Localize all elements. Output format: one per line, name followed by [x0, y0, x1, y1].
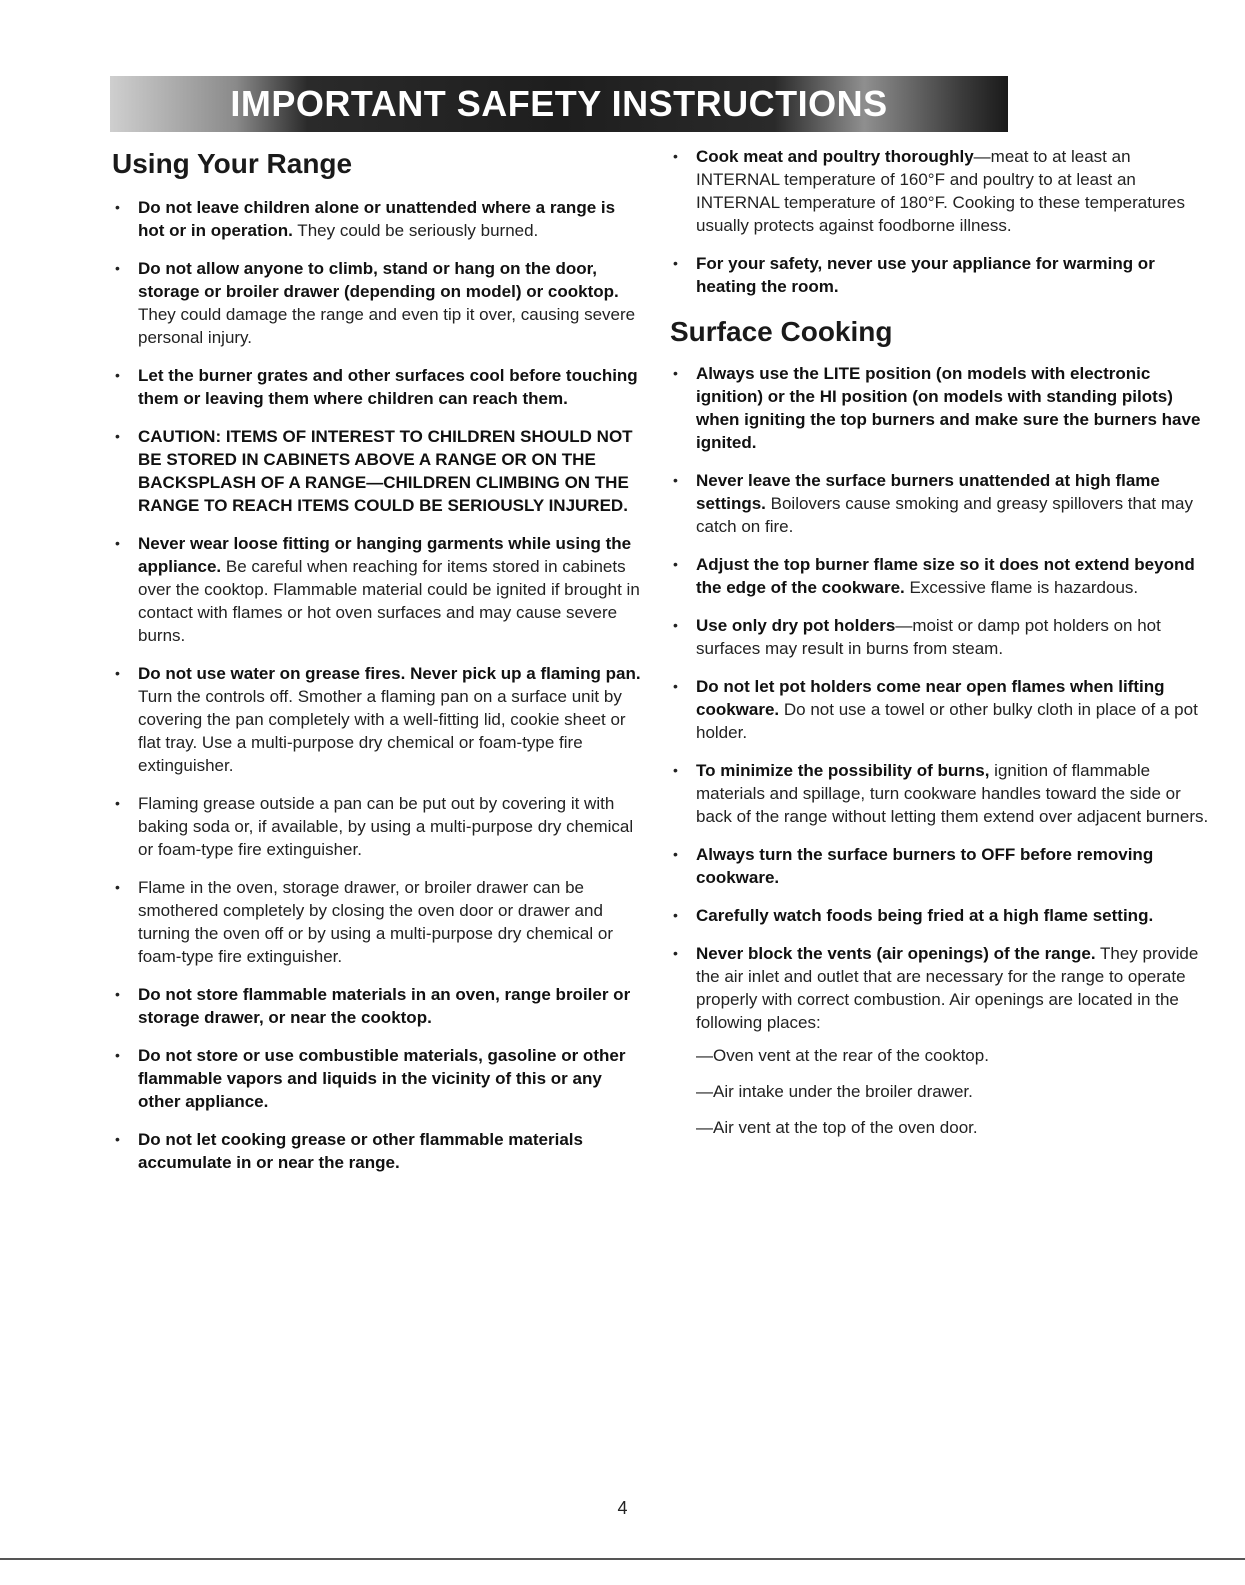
list-item: • Flaming grease outside a pan can be put out by covering it with baking soda or, if available, by using a multi-purpose dry chemical or foam-type fire extinguisher.: [112, 792, 642, 861]
vent-location-item: —Air intake under the broiler drawer.: [696, 1082, 973, 1101]
list-item: • Use only dry pot holders—moist or damp pot holders on hot surfaces may result in burns from steam.: [670, 614, 1210, 660]
safety-banner: [110, 76, 1008, 132]
page-number: 4: [617, 1498, 628, 1518]
right-column: [670, 145, 1210, 1152]
using-range-list: [112, 196, 642, 1174]
list-item: • Always use the LITE position (on models with electronic ignition) or the HI position (on models with standing pilots) when igniting the top burners and make sure the burners have ignited.: [670, 362, 1210, 454]
vent-location-item: —Oven vent at the rear of the cooktop.: [696, 1046, 989, 1065]
left-column: [112, 148, 642, 1189]
list-item: • Do not let pot holders come near open flames when lifting cookware. Do not use a towel or other bulky cloth in place of a pot holder.: [670, 675, 1210, 744]
list-item: • Never block the vents (air openings) of the range. They provide the air inlet and outlet that are necessary for the range to operate properly with correct combustion. Air openings are located in the following places:: [670, 942, 1210, 1034]
list-item: • Do not leave children alone or unattended where a range is hot or in operation. They could be seriously burned.: [112, 196, 642, 242]
list-item: • For your safety, never use your appliance for warming or heating the room.: [670, 252, 1210, 298]
list-item: • Do not store or use combustible materials, gasoline or other flammable vapors and liquids in the vicinity of this or any other appliance.: [112, 1044, 642, 1113]
vent-location-item: —Air vent at the top of the oven door.: [696, 1118, 978, 1137]
surface-cooking-list: [670, 362, 1210, 1034]
banner-title: IMPORTANT SAFETY INSTRUCTIONS: [230, 83, 888, 124]
list-item: • Flame in the oven, storage drawer, or broiler drawer can be smothered completely by closing the oven door or drawer and turning the oven off or by using a multi-purpose dry chemical or foam-type fire extinguisher.: [112, 876, 642, 968]
list-item: • Cook meat and poultry thoroughly—meat to at least an INTERNAL temperature of 160°F and poultry to at least an INTERNAL temperature of 180°F. Cooking to these temperatures usually protects against foodborne illness.: [670, 145, 1210, 237]
list-item: • Always turn the surface burners to OFF before removing cookware.: [670, 843, 1210, 889]
list-item: • CAUTION: ITEMS OF INTEREST TO CHILDREN SHOULD NOT BE STORED IN CABINETS ABOVE A RANGE OR ON THE BACKSPLASH OF A RANGE—CHILDREN CLIMBING ON THE RANGE TO REACH ITEMS COULD BE SERIOUSLY INJURED.: [112, 425, 642, 517]
list-item: • Never leave the surface burners unattended at high flame settings. Boilovers cause smoking and greasy spillovers that may catch on fire.: [670, 469, 1210, 538]
list-item: • Carefully watch foods being fried at a high flame setting.: [670, 904, 1210, 927]
meat-safety-list: [670, 145, 1210, 298]
list-item: • Let the burner grates and other surfaces cool before touching them or leaving them where children can reach them.: [112, 364, 642, 410]
list-item: • Never wear loose fitting or hanging garments while using the appliance. Be careful when reaching for items stored in cabinets over the cooktop. Flammable material could be ignited if brought in contact with flames or hot oven surfaces and may cause severe burns.: [112, 532, 642, 647]
list-item: • To minimize the possibility of burns, ignition of flammable materials and spillage, turn cookware handles toward the side or back of the range without letting them extend over adjacent burners.: [670, 759, 1210, 828]
footer-rule: [0, 1558, 1245, 1560]
list-item: • Adjust the top burner flame size so it does not extend beyond the edge of the cookware. Excessive flame is hazardous.: [670, 553, 1210, 599]
list-item: • Do not store flammable materials in an oven, range broiler or storage drawer, or near the cooktop.: [112, 983, 642, 1029]
list-item: • Do not use water on grease fires. Never pick up a flaming pan. Turn the controls off. Smother a flaming pan on a surface unit by covering the pan completely with a well-fitting lid, cookie sheet or flat tray. Use a multi-purpose dry chemical or foam-type fire extinguisher.: [112, 662, 642, 777]
section-heading-using-your-range: Using Your Range: [112, 148, 353, 179]
list-item: • Do not allow anyone to climb, stand or hang on the door, storage or broiler drawer (depending on model) or cooktop. They could damage the range and even tip it over, causing severe personal injury.: [112, 257, 642, 349]
list-item: • Do not let cooking grease or other flammable materials accumulate in or near the range.: [112, 1128, 642, 1174]
section-heading-surface-cooking: Surface Cooking: [670, 316, 893, 347]
